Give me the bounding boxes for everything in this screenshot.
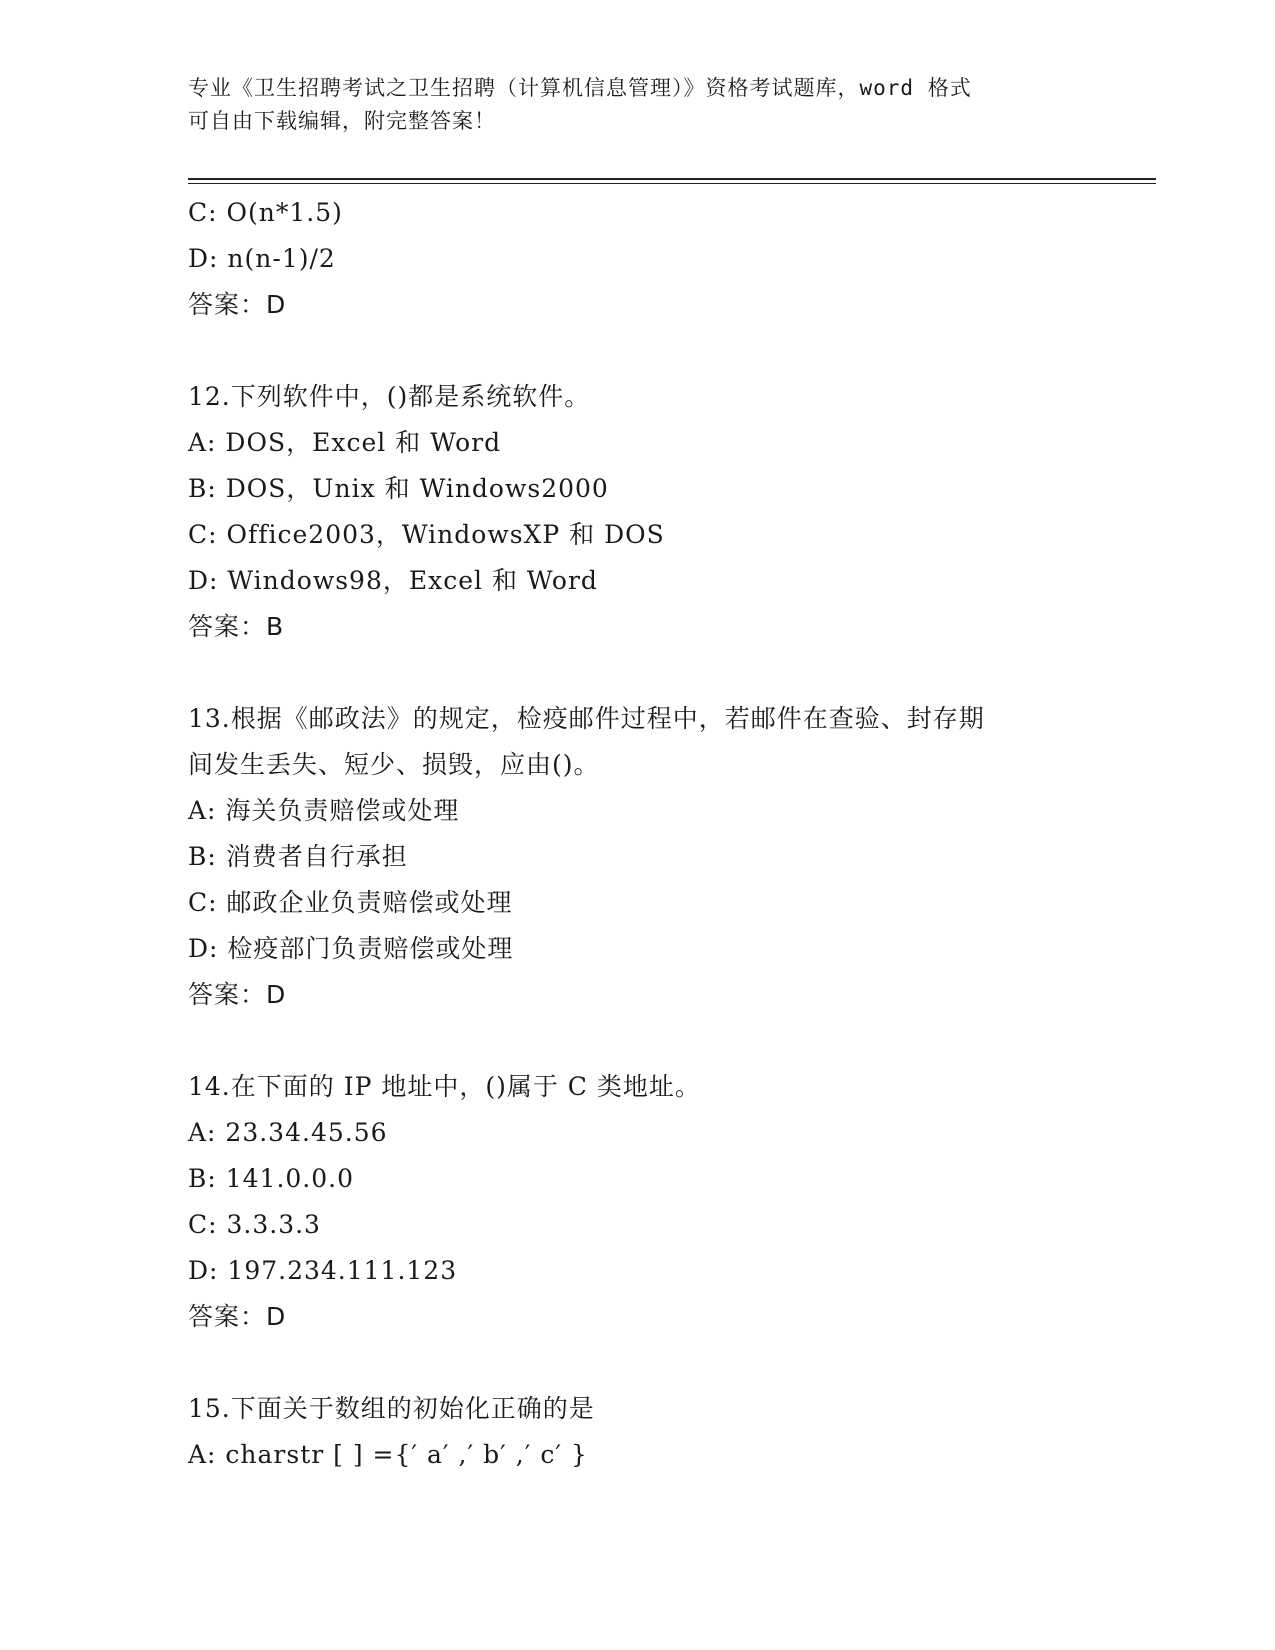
question-12 bbox=[188, 374, 1148, 650]
question-list bbox=[188, 190, 1148, 1478]
question-text: 15.下面关于数组的初始化正确的是 bbox=[188, 1394, 595, 1423]
spacer bbox=[188, 328, 1148, 374]
option-c: C: Office2003，WindowsXP 和 DOS bbox=[188, 520, 665, 549]
answer: 答案：B bbox=[188, 612, 285, 641]
option-b: B: 141.0.0.0 bbox=[188, 1164, 355, 1193]
option-a: A: 23.34.45.56 bbox=[188, 1118, 388, 1147]
option-d: D: 197.234.111.123 bbox=[188, 1256, 458, 1285]
answer: 答案：D bbox=[188, 1302, 287, 1331]
option-c: C: 邮政企业负责赔偿或处理 bbox=[188, 888, 513, 917]
answer: 答案：D bbox=[188, 290, 287, 319]
question-text: 13.根据《邮政法》的规定，检疫邮件过程中，若邮件在查验、封存期 bbox=[188, 704, 985, 733]
question-text-continued: 间发生丢失、短少、损毁，应由()。 bbox=[188, 750, 600, 779]
spacer bbox=[188, 1340, 1148, 1386]
option-d: D: 检疫部门负责赔偿或处理 bbox=[188, 934, 514, 963]
option-d: D: n(n-1)/2 bbox=[188, 244, 336, 273]
header-divider-thick bbox=[188, 178, 1156, 180]
question-text: 12.下列软件中，()都是系统软件。 bbox=[188, 382, 591, 411]
question-text: 14.在下面的 IP 地址中，()属于 C 类地址。 bbox=[188, 1072, 701, 1101]
spacer bbox=[188, 1018, 1148, 1064]
answer: 答案：D bbox=[188, 980, 287, 1009]
header-divider-thin bbox=[188, 183, 1156, 184]
option-d: D: Windows98，Excel 和 Word bbox=[188, 566, 598, 595]
document-header bbox=[188, 72, 1088, 138]
question-13 bbox=[188, 696, 1148, 1018]
option-b: B: 消费者自行承担 bbox=[188, 842, 408, 871]
question-15 bbox=[188, 1386, 1148, 1478]
option-a: A: 海关负责赔偿或处理 bbox=[188, 796, 460, 825]
header-line-1: 专业《卫生招聘考试之卫生招聘（计算机信息管理）》资格考试题库，word 格式 bbox=[188, 76, 972, 100]
spacer bbox=[188, 650, 1148, 696]
option-b: B: DOS，Unix 和 Windows2000 bbox=[188, 474, 609, 503]
header-line-2: 可自由下载编辑，附完整答案！ bbox=[188, 109, 496, 133]
question-11 bbox=[188, 190, 1148, 328]
option-a: A: charstr [ ] ={′ a′ ,′ b′ ,′ c′ } bbox=[188, 1440, 588, 1469]
option-c: C: O(n*1.5) bbox=[188, 198, 343, 227]
question-14 bbox=[188, 1064, 1148, 1340]
option-a: A: DOS，Excel 和 Word bbox=[188, 428, 502, 457]
option-c: C: 3.3.3.3 bbox=[188, 1210, 321, 1239]
